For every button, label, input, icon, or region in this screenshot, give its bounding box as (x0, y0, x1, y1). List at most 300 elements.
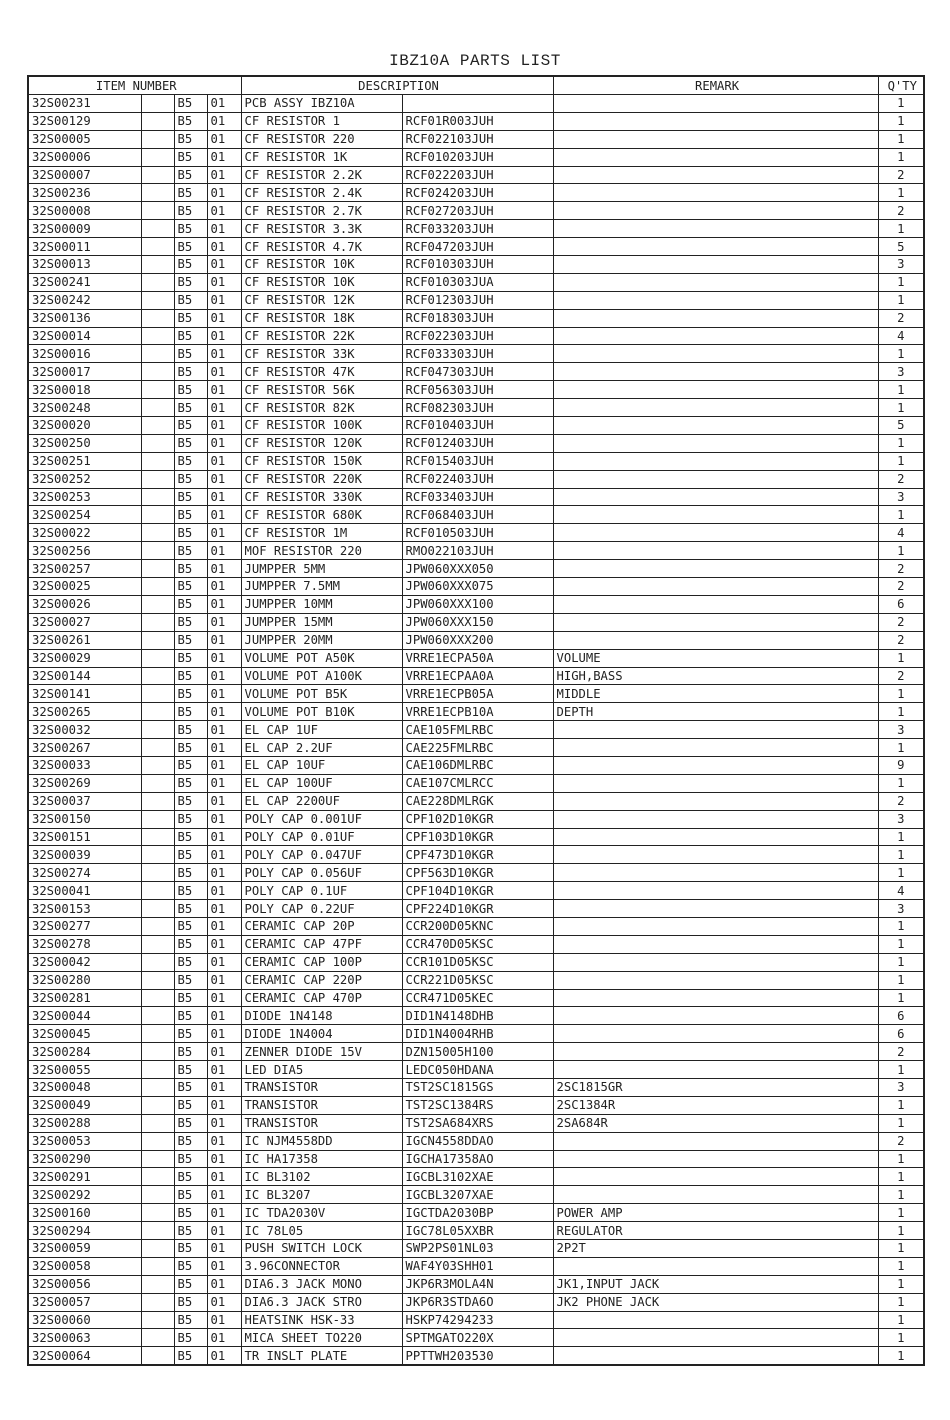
table-row (28, 238, 924, 256)
part-code-cell: RCF068403JUH (402, 506, 553, 524)
parts-table (27, 75, 925, 1366)
header-remark: REMARK (553, 76, 878, 95)
table-row (28, 434, 924, 452)
item-number-cell: 32S00248 (28, 399, 141, 417)
grade-cell: B5 (174, 578, 207, 596)
remark-cell (553, 1311, 878, 1329)
remark-cell (553, 792, 878, 810)
qty-cell: 1 (878, 703, 924, 721)
table-row (28, 1025, 924, 1043)
part-code-cell: CAE107CMLRCC (402, 774, 553, 792)
item-number-cell: 32S00055 (28, 1061, 141, 1079)
qty-cell: 1 (878, 434, 924, 452)
item-number-cell: 32S00049 (28, 1096, 141, 1114)
spacer-cell (141, 345, 174, 363)
item-number-cell: 32S00027 (28, 613, 141, 631)
header-item-number: ITEM NUMBER (28, 76, 241, 95)
rev-cell: 01 (207, 1222, 241, 1240)
description-cell: IC TDA2030V (241, 1204, 402, 1222)
grade-cell: B5 (174, 452, 207, 470)
part-code-cell: RMO022103JUH (402, 542, 553, 560)
qty-cell: 1 (878, 1061, 924, 1079)
grade-cell: B5 (174, 810, 207, 828)
part-code-cell: IGCN4558DDAO (402, 1132, 553, 1150)
part-code-cell: RCF022103JUH (402, 130, 553, 148)
part-code-cell: RCF010303JUA (402, 273, 553, 291)
grade-cell: B5 (174, 1222, 207, 1240)
rev-cell: 01 (207, 756, 241, 774)
table-row (28, 273, 924, 291)
description-cell: POLY CAP 0.001UF (241, 810, 402, 828)
spacer-cell (141, 1275, 174, 1293)
spacer-cell (141, 238, 174, 256)
grade-cell: B5 (174, 1311, 207, 1329)
part-code-cell: TST2SC1815GS (402, 1078, 553, 1096)
item-number-cell: 32S00291 (28, 1168, 141, 1186)
qty-cell: 4 (878, 882, 924, 900)
grade-cell: B5 (174, 345, 207, 363)
item-number-cell: 32S00042 (28, 953, 141, 971)
table-row (28, 721, 924, 739)
table-row (28, 703, 924, 721)
qty-cell: 5 (878, 238, 924, 256)
grade-cell: B5 (174, 1186, 207, 1204)
description-cell: CERAMIC CAP 220P (241, 971, 402, 989)
table-row (28, 1168, 924, 1186)
rev-cell: 01 (207, 184, 241, 202)
table-row (28, 649, 924, 667)
spacer-cell (141, 774, 174, 792)
qty-cell: 1 (878, 148, 924, 166)
description-cell: CF RESISTOR 2.7K (241, 202, 402, 220)
grade-cell: B5 (174, 685, 207, 703)
page-title: IBZ10A PARTS LIST (389, 52, 561, 70)
remark-cell (553, 900, 878, 918)
table-row (28, 792, 924, 810)
qty-cell: 1 (878, 1114, 924, 1132)
qty-cell: 1 (878, 95, 924, 113)
part-code-cell: DID1N4148DHB (402, 1007, 553, 1025)
remark-cell (553, 613, 878, 631)
spacer-cell (141, 363, 174, 381)
description-cell: CF RESISTOR 150K (241, 452, 402, 470)
spacer-cell (141, 220, 174, 238)
item-number-cell: 32S00056 (28, 1275, 141, 1293)
table-row (28, 470, 924, 488)
qty-cell: 1 (878, 345, 924, 363)
rev-cell: 01 (207, 1096, 241, 1114)
rev-cell: 01 (207, 864, 241, 882)
remark-cell (553, 1257, 878, 1275)
remark-cell (553, 345, 878, 363)
rev-cell: 01 (207, 935, 241, 953)
remark-cell: MIDDLE (553, 685, 878, 703)
table-row (28, 1061, 924, 1079)
description-cell: CF RESISTOR 1M (241, 524, 402, 542)
description-cell: IC NJM4558DD (241, 1132, 402, 1150)
spacer-cell (141, 864, 174, 882)
grade-cell: B5 (174, 792, 207, 810)
rev-cell: 01 (207, 1132, 241, 1150)
description-cell: CF RESISTOR 330K (241, 488, 402, 506)
header-qty: Q'TY (878, 76, 924, 95)
part-code-cell: VRRE1ECPB05A (402, 685, 553, 703)
qty-cell: 1 (878, 1150, 924, 1168)
qty-cell: 3 (878, 256, 924, 274)
remark-cell (553, 202, 878, 220)
table-row (28, 846, 924, 864)
spacer-cell (141, 828, 174, 846)
qty-cell: 3 (878, 721, 924, 739)
grade-cell: B5 (174, 202, 207, 220)
spacer-cell (141, 524, 174, 542)
item-number-cell: 32S00008 (28, 202, 141, 220)
rev-cell: 01 (207, 1168, 241, 1186)
qty-cell: 1 (878, 506, 924, 524)
rev-cell: 01 (207, 1275, 241, 1293)
description-cell: JUMPPER 15MM (241, 613, 402, 631)
part-code-cell: RCF012403JUH (402, 434, 553, 452)
rev-cell: 01 (207, 1240, 241, 1258)
description-cell: HEATSINK HSK-33 (241, 1311, 402, 1329)
item-number-cell: 32S00009 (28, 220, 141, 238)
spacer-cell (141, 1257, 174, 1275)
spacer-cell (141, 1168, 174, 1186)
description-cell: CF RESISTOR 12K (241, 291, 402, 309)
description-cell: ZENNER DIODE 15V (241, 1043, 402, 1061)
spacer-cell (141, 202, 174, 220)
spacer-cell (141, 739, 174, 757)
grade-cell: B5 (174, 613, 207, 631)
grade-cell: B5 (174, 935, 207, 953)
item-number-cell: 32S00060 (28, 1311, 141, 1329)
remark-cell (553, 112, 878, 130)
remark-cell (553, 935, 878, 953)
table-row (28, 1132, 924, 1150)
qty-cell: 1 (878, 542, 924, 560)
remark-cell (553, 595, 878, 613)
rev-cell: 01 (207, 148, 241, 166)
grade-cell: B5 (174, 363, 207, 381)
item-number-cell: 32S00136 (28, 309, 141, 327)
spacer-cell (141, 1096, 174, 1114)
table-row (28, 900, 924, 918)
qty-cell: 1 (878, 828, 924, 846)
remark-cell (553, 1025, 878, 1043)
table-row (28, 309, 924, 327)
spacer-cell (141, 273, 174, 291)
table-row (28, 828, 924, 846)
remark-cell: HIGH,BASS (553, 667, 878, 685)
remark-cell (553, 399, 878, 417)
description-cell: EL CAP 10UF (241, 756, 402, 774)
rev-cell: 01 (207, 739, 241, 757)
part-code-cell: RCF022303JUH (402, 327, 553, 345)
table-row (28, 953, 924, 971)
description-cell: DIA6.3 JACK MONO (241, 1275, 402, 1293)
qty-cell: 6 (878, 1007, 924, 1025)
table-row (28, 220, 924, 238)
grade-cell: B5 (174, 1114, 207, 1132)
part-code-cell: RCF024203JUH (402, 184, 553, 202)
rev-cell: 01 (207, 112, 241, 130)
rev-cell: 01 (207, 95, 241, 113)
grade-cell: B5 (174, 1275, 207, 1293)
remark-cell: 2SC1384R (553, 1096, 878, 1114)
qty-cell: 1 (878, 917, 924, 935)
item-number-cell: 32S00053 (28, 1132, 141, 1150)
part-code-cell: PPTTWH203530 (402, 1347, 553, 1365)
qty-cell: 3 (878, 810, 924, 828)
part-code-cell: RCF033303JUH (402, 345, 553, 363)
item-number-cell: 32S00277 (28, 917, 141, 935)
grade-cell: B5 (174, 148, 207, 166)
item-number-cell: 32S00005 (28, 130, 141, 148)
table-row (28, 1150, 924, 1168)
part-code-cell: CPF224D10KGR (402, 900, 553, 918)
description-cell: CF RESISTOR 2.2K (241, 166, 402, 184)
item-number-cell: 32S00261 (28, 631, 141, 649)
grade-cell: B5 (174, 542, 207, 560)
grade-cell: B5 (174, 917, 207, 935)
grade-cell: B5 (174, 900, 207, 918)
spacer-cell (141, 166, 174, 184)
remark-cell (553, 381, 878, 399)
item-number-cell: 32S00252 (28, 470, 141, 488)
qty-cell: 2 (878, 309, 924, 327)
remark-cell (553, 470, 878, 488)
table-row (28, 417, 924, 435)
remark-cell (553, 828, 878, 846)
item-number-cell: 32S00032 (28, 721, 141, 739)
item-number-cell: 32S00063 (28, 1329, 141, 1347)
qty-cell: 1 (878, 864, 924, 882)
spacer-cell (141, 792, 174, 810)
remark-cell (553, 1043, 878, 1061)
qty-cell: 1 (878, 1096, 924, 1114)
spacer-cell (141, 667, 174, 685)
item-number-cell: 32S00057 (28, 1293, 141, 1311)
spacer-cell (141, 488, 174, 506)
qty-cell: 1 (878, 989, 924, 1007)
remark-cell (553, 1347, 878, 1365)
part-code-cell: RCF033203JUH (402, 220, 553, 238)
spacer-cell (141, 953, 174, 971)
part-code-cell: CAE225FMLRBC (402, 739, 553, 757)
part-code-cell: DID1N4004RHB (402, 1025, 553, 1043)
part-code-cell: CCR221D05KSC (402, 971, 553, 989)
qty-cell: 2 (878, 613, 924, 631)
spacer-cell (141, 649, 174, 667)
description-cell: VOLUME POT A50K (241, 649, 402, 667)
spacer-cell (141, 560, 174, 578)
spacer-cell (141, 417, 174, 435)
spacer-cell (141, 1329, 174, 1347)
rev-cell: 01 (207, 381, 241, 399)
table-row (28, 756, 924, 774)
remark-cell (553, 774, 878, 792)
remark-cell (553, 363, 878, 381)
item-number-cell: 32S00016 (28, 345, 141, 363)
spacer-cell (141, 578, 174, 596)
part-code-cell: JPW060XXX050 (402, 560, 553, 578)
table-row (28, 631, 924, 649)
item-number-cell: 32S00284 (28, 1043, 141, 1061)
table-row (28, 95, 924, 113)
qty-cell: 2 (878, 1043, 924, 1061)
grade-cell: B5 (174, 130, 207, 148)
grade-cell: B5 (174, 434, 207, 452)
item-number-cell: 32S00269 (28, 774, 141, 792)
part-code-cell: JPW060XXX200 (402, 631, 553, 649)
table-row (28, 560, 924, 578)
remark-cell: JK2 PHONE JACK (553, 1293, 878, 1311)
item-number-cell: 32S00281 (28, 989, 141, 1007)
part-code-cell: HSKP74294233 (402, 1311, 553, 1329)
spacer-cell (141, 291, 174, 309)
part-code-cell: CCR470D05KSC (402, 935, 553, 953)
remark-cell (553, 846, 878, 864)
spacer-cell (141, 900, 174, 918)
spacer-cell (141, 95, 174, 113)
item-number-cell: 32S00294 (28, 1222, 141, 1240)
table-row (28, 452, 924, 470)
part-code-cell: RCF047303JUH (402, 363, 553, 381)
qty-cell: 2 (878, 470, 924, 488)
item-number-cell: 32S00242 (28, 291, 141, 309)
remark-cell (553, 756, 878, 774)
qty-cell: 3 (878, 488, 924, 506)
item-number-cell: 32S00151 (28, 828, 141, 846)
rev-cell: 01 (207, 1329, 241, 1347)
spacer-cell (141, 1114, 174, 1132)
remark-cell (553, 578, 878, 596)
table-row (28, 202, 924, 220)
item-number-cell: 32S00045 (28, 1025, 141, 1043)
rev-cell: 01 (207, 220, 241, 238)
grade-cell: B5 (174, 703, 207, 721)
description-cell: MOF RESISTOR 220 (241, 542, 402, 560)
grade-cell: B5 (174, 220, 207, 238)
item-number-cell: 32S00254 (28, 506, 141, 524)
table-row (28, 989, 924, 1007)
remark-cell (553, 327, 878, 345)
spacer-cell (141, 1293, 174, 1311)
description-cell: EL CAP 2200UF (241, 792, 402, 810)
qty-cell: 1 (878, 1311, 924, 1329)
qty-cell: 1 (878, 112, 924, 130)
description-cell: CF RESISTOR 10K (241, 273, 402, 291)
remark-cell (553, 1007, 878, 1025)
description-cell: MICA SHEET TO220 (241, 1329, 402, 1347)
spacer-cell (141, 935, 174, 953)
rev-cell: 01 (207, 345, 241, 363)
part-code-cell: RCF022203JUH (402, 166, 553, 184)
rev-cell: 01 (207, 273, 241, 291)
description-cell: CF RESISTOR 18K (241, 309, 402, 327)
description-cell: VOLUME POT A100K (241, 667, 402, 685)
item-number-cell: 32S00058 (28, 1257, 141, 1275)
description-cell: CF RESISTOR 47K (241, 363, 402, 381)
spacer-cell (141, 1007, 174, 1025)
spacer-cell (141, 971, 174, 989)
spacer-cell (141, 846, 174, 864)
table-row (28, 1204, 924, 1222)
remark-cell (553, 524, 878, 542)
grade-cell: B5 (174, 989, 207, 1007)
item-number-cell: 32S00278 (28, 935, 141, 953)
part-code-cell: IGCBL3207XAE (402, 1186, 553, 1204)
part-code-cell (402, 95, 553, 113)
table-row (28, 917, 924, 935)
description-cell: CF RESISTOR 680K (241, 506, 402, 524)
remark-cell (553, 1061, 878, 1079)
description-cell: POLY CAP 0.01UF (241, 828, 402, 846)
remark-cell (553, 273, 878, 291)
qty-cell: 5 (878, 417, 924, 435)
remark-cell (553, 810, 878, 828)
grade-cell: B5 (174, 846, 207, 864)
item-number-cell: 32S00265 (28, 703, 141, 721)
remark-cell: VOLUME (553, 649, 878, 667)
qty-cell: 4 (878, 524, 924, 542)
item-number-cell: 32S00017 (28, 363, 141, 381)
item-number-cell: 32S00231 (28, 95, 141, 113)
spacer-cell (141, 256, 174, 274)
table-row (28, 524, 924, 542)
qty-cell: 1 (878, 1240, 924, 1258)
qty-cell: 2 (878, 631, 924, 649)
grade-cell: B5 (174, 1329, 207, 1347)
part-code-cell: RCF012303JUH (402, 291, 553, 309)
description-cell: CF RESISTOR 4.7K (241, 238, 402, 256)
table-row (28, 542, 924, 560)
part-code-cell: VRRE1ECPB10A (402, 703, 553, 721)
remark-cell (553, 220, 878, 238)
grade-cell: B5 (174, 309, 207, 327)
spacer-cell (141, 595, 174, 613)
qty-cell: 1 (878, 1222, 924, 1240)
spacer-cell (141, 542, 174, 560)
rev-cell: 01 (207, 1257, 241, 1275)
grade-cell: B5 (174, 828, 207, 846)
item-number-cell: 32S00150 (28, 810, 141, 828)
remark-cell (553, 989, 878, 1007)
item-number-cell: 32S00153 (28, 900, 141, 918)
grade-cell: B5 (174, 1078, 207, 1096)
table-row (28, 685, 924, 703)
grade-cell: B5 (174, 1204, 207, 1222)
grade-cell: B5 (174, 953, 207, 971)
rev-cell: 01 (207, 1025, 241, 1043)
part-code-cell: LEDC050HDANA (402, 1061, 553, 1079)
rev-cell: 01 (207, 1150, 241, 1168)
table-row (28, 971, 924, 989)
qty-cell: 4 (878, 327, 924, 345)
item-number-cell: 32S00241 (28, 273, 141, 291)
table-row (28, 1096, 924, 1114)
grade-cell: B5 (174, 381, 207, 399)
remark-cell (553, 882, 878, 900)
description-cell: CERAMIC CAP 20P (241, 917, 402, 935)
description-cell: CF RESISTOR 220K (241, 470, 402, 488)
item-number-cell: 32S00290 (28, 1150, 141, 1168)
qty-cell: 1 (878, 846, 924, 864)
part-code-cell: WAF4Y03SHH01 (402, 1257, 553, 1275)
part-code-cell: CPF104D10KGR (402, 882, 553, 900)
table-row (28, 1186, 924, 1204)
rev-cell: 01 (207, 900, 241, 918)
